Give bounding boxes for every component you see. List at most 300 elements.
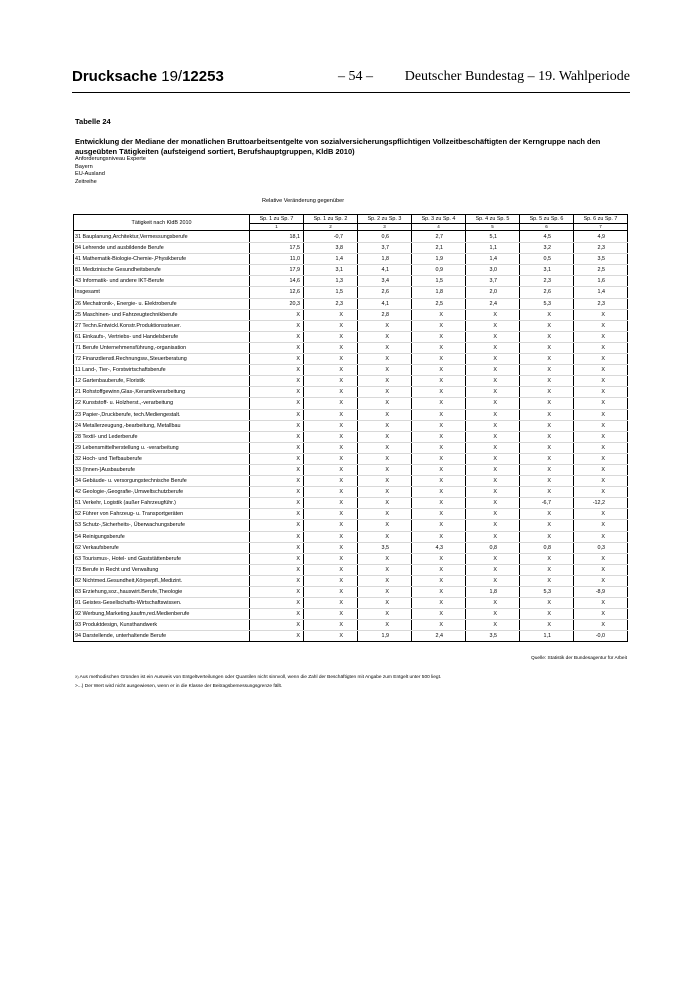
cell-value: X: [304, 431, 358, 442]
cell-value: X: [574, 464, 628, 475]
cell-value: -6,7: [520, 498, 574, 509]
cell-value: X: [250, 520, 304, 531]
cell-value: X: [520, 431, 574, 442]
row-label: 53 Schutz-,Sicherheits-, Überwachungsberufe: [74, 520, 250, 531]
row-label: 41 Mathematik-Biologie-Chemie-,Physikberufe: [74, 254, 250, 265]
table-row: [74, 309, 628, 320]
cell-value: 2,3: [304, 298, 358, 309]
cell-value: 1,1: [466, 243, 520, 254]
cell-value: 3,8: [304, 243, 358, 254]
row-label: 32 Hoch- und Tiefbauberufe: [74, 453, 250, 464]
meta-line: Bayern: [75, 163, 93, 170]
table-meta: [75, 156, 146, 186]
cell-value: X: [250, 553, 304, 564]
cell-value: X: [304, 331, 358, 342]
cell-value: X: [412, 598, 466, 609]
cell-value: X: [412, 431, 466, 442]
cell-value: 2,4: [412, 631, 466, 642]
cell-value: X: [466, 342, 520, 353]
cell-value: 4,5: [520, 231, 574, 243]
cell-value: X: [574, 531, 628, 542]
table-row: [74, 376, 628, 387]
cell-value: X: [250, 542, 304, 553]
table-row: [74, 431, 628, 442]
table-row: [74, 587, 628, 598]
cell-value: 1,4: [574, 287, 628, 298]
cell-value: X: [520, 398, 574, 409]
cell-value: X: [466, 509, 520, 520]
cell-value: X: [304, 609, 358, 620]
cell-value: 1,8: [466, 587, 520, 598]
cell-value: 3,0: [466, 265, 520, 276]
cell-value: X: [358, 442, 412, 453]
cell-value: X: [412, 442, 466, 453]
cell-value: X: [304, 575, 358, 586]
cell-value: 1,4: [304, 254, 358, 265]
data-table: [73, 214, 628, 642]
cell-value: X: [358, 609, 412, 620]
cell-value: X: [520, 575, 574, 586]
cell-value: X: [412, 420, 466, 431]
cell-value: X: [412, 575, 466, 586]
cell-value: X: [358, 587, 412, 598]
cell-value: X: [520, 409, 574, 420]
table-row: [74, 365, 628, 376]
cell-value: X: [466, 476, 520, 487]
cell-value: X: [574, 609, 628, 620]
cell-value: X: [250, 365, 304, 376]
cell-value: X: [574, 553, 628, 564]
cell-value: X: [574, 598, 628, 609]
cell-value: X: [358, 376, 412, 387]
column-header: Sp. 1 zu Sp. 7: [250, 215, 304, 224]
cell-value: 2,0: [466, 287, 520, 298]
row-label: 71 Berufe Unternehmensführung,-organisation: [74, 342, 250, 353]
cell-value: X: [358, 320, 412, 331]
cell-value: X: [520, 320, 574, 331]
cell-value: X: [574, 620, 628, 631]
cell-value: 0,9: [412, 265, 466, 276]
cell-value: X: [358, 487, 412, 498]
cell-value: 17,5: [250, 243, 304, 254]
cell-value: 1,4: [466, 254, 520, 265]
cell-value: X: [466, 431, 520, 442]
cell-value: X: [250, 587, 304, 598]
cell-value: 2,3: [574, 298, 628, 309]
table-row: [74, 542, 628, 553]
cell-value: 2,5: [574, 265, 628, 276]
cell-value: X: [412, 342, 466, 353]
meta-line: EU-Ausland: [75, 171, 105, 178]
table-row: [74, 531, 628, 542]
table-row: [74, 254, 628, 265]
cell-value: X: [250, 609, 304, 620]
cell-value: 3,7: [466, 276, 520, 287]
cell-value: X: [412, 520, 466, 531]
table-row: [74, 409, 628, 420]
cell-value: 0,5: [520, 254, 574, 265]
cell-value: X: [304, 376, 358, 387]
cell-value: X: [466, 487, 520, 498]
cell-value: 3,1: [304, 265, 358, 276]
cell-value: 3,1: [520, 265, 574, 276]
cell-value: X: [304, 564, 358, 575]
cell-value: X: [358, 498, 412, 509]
cell-value: X: [358, 331, 412, 342]
cell-value: 1,6: [574, 276, 628, 287]
table-body: [74, 231, 628, 642]
cell-value: X: [574, 342, 628, 353]
cell-value: 20,3: [250, 298, 304, 309]
cell-value: X: [250, 620, 304, 631]
row-label: 73 Berufe in Recht und Verwaltung: [74, 564, 250, 575]
cell-value: X: [466, 420, 520, 431]
cell-value: X: [412, 309, 466, 320]
row-label: 27 Techn.Entwickl.Konstr.Produktionssteuer.: [74, 320, 250, 331]
cell-value: X: [466, 442, 520, 453]
row-label: 26 Mechatronik-, Energie- u. Elektroberufe: [74, 298, 250, 309]
cell-value: 5,1: [466, 231, 520, 243]
cell-value: X: [304, 442, 358, 453]
row-label: 91 Geistes-Gesellschafts-Wirtschaftswissen.: [74, 598, 250, 609]
cell-value: X: [304, 409, 358, 420]
cell-value: X: [250, 320, 304, 331]
cell-value: X: [250, 509, 304, 520]
cell-value: X: [520, 476, 574, 487]
cell-value: X: [304, 398, 358, 409]
cell-value: X: [358, 342, 412, 353]
cell-value: 3,5: [358, 542, 412, 553]
cell-value: X: [304, 420, 358, 431]
cell-value: X: [574, 398, 628, 409]
row-label: 83 Erziehung,soz.,hauswirt.Berufe,Theologie: [74, 587, 250, 598]
cell-value: X: [358, 409, 412, 420]
table-row: [74, 298, 628, 309]
row-label: 21 Rohstoffgewinn,Glas-,Keramikverarbeitung: [74, 387, 250, 398]
cell-value: 3,4: [358, 276, 412, 287]
footnote-text: Aus methodischen Gründen ist ein Ausweis von Entgeltverteilungen oder Quantilen nicht sinnvoll, wenn die Zahl der Beschäftigten mit Angabe zum Entgelt unter 500 liegt.: [79, 675, 442, 680]
cell-value: X: [358, 464, 412, 475]
cell-value: X: [412, 487, 466, 498]
cell-value: X: [466, 531, 520, 542]
cell-value: 2,6: [520, 287, 574, 298]
cell-value: X: [520, 354, 574, 365]
column-number: 4: [412, 224, 466, 231]
cell-value: 0,8: [466, 542, 520, 553]
cell-value: X: [304, 476, 358, 487]
cell-value: X: [250, 531, 304, 542]
table-row: [74, 553, 628, 564]
footnote-2: >...) Der Wert wird nicht ausgewiesen, wenn er in die Klasse der Beitragsbemessungsgrenze fällt.: [75, 684, 283, 689]
row-label: 81 Medizinische Gesundheitsberufe: [74, 265, 250, 276]
cell-value: X: [250, 398, 304, 409]
table-row: [74, 631, 628, 642]
cell-value: X: [466, 409, 520, 420]
cell-value: X: [574, 365, 628, 376]
cell-value: X: [466, 453, 520, 464]
table-row: [74, 564, 628, 575]
cell-value: X: [520, 342, 574, 353]
cell-value: X: [358, 520, 412, 531]
cell-value: X: [250, 464, 304, 475]
cell-value: X: [250, 420, 304, 431]
cell-value: X: [520, 453, 574, 464]
cell-value: X: [304, 387, 358, 398]
row-label: 31 Bauplanung,Architektur,Vermessungsberufe: [74, 231, 250, 243]
cell-value: 3,2: [520, 243, 574, 254]
cell-value: X: [412, 564, 466, 575]
cell-value: X: [250, 598, 304, 609]
table-row: [74, 498, 628, 509]
header-right-text: Deutscher Bundestag – 19. Wahlperiode: [404, 69, 630, 84]
row-label: 54 Reinigungsberufe: [74, 531, 250, 542]
cell-value: X: [466, 309, 520, 320]
cell-value: X: [304, 320, 358, 331]
footnote-1: [75, 675, 441, 680]
table-row: [74, 509, 628, 520]
table-row: [74, 276, 628, 287]
row-label: 34 Gebäude- u. versorgungstechnische Berufe: [74, 476, 250, 487]
cell-value: 17,9: [250, 265, 304, 276]
cell-value: X: [412, 398, 466, 409]
cell-value: -8,9: [574, 587, 628, 598]
cell-value: X: [358, 531, 412, 542]
cell-value: 18,1: [250, 231, 304, 243]
row-label: 51 Verkehr, Logistik (außer Fahrzeugführ.): [74, 498, 250, 509]
cell-value: X: [250, 387, 304, 398]
cell-value: X: [574, 387, 628, 398]
row-label: 92 Werbung,Marketing,kaufm,red.Medienberufe: [74, 609, 250, 620]
cell-value: X: [250, 342, 304, 353]
cell-value: X: [466, 564, 520, 575]
cell-value: X: [358, 598, 412, 609]
cell-value: 1,1: [520, 631, 574, 642]
row-label: 93 Produktdesign, Kunsthandwerk: [74, 620, 250, 631]
header-row: [74, 215, 628, 224]
cell-value: 3,5: [466, 631, 520, 642]
cell-value: X: [304, 509, 358, 520]
cell-value: 1,8: [358, 254, 412, 265]
cell-value: 2,3: [574, 243, 628, 254]
page-header: [72, 68, 630, 93]
relative-change-label: Relative Veränderung gegenüber: [262, 198, 345, 204]
table-row: [74, 598, 628, 609]
table-row: [74, 476, 628, 487]
cell-value: 12,6: [250, 287, 304, 298]
cell-value: X: [574, 520, 628, 531]
cell-value: 4,9: [574, 231, 628, 243]
cell-value: X: [466, 498, 520, 509]
cell-value: X: [574, 575, 628, 586]
table-row: [74, 320, 628, 331]
row-label: 28 Textil- und Lederberufe: [74, 431, 250, 442]
cell-value: X: [358, 476, 412, 487]
cell-value: X: [304, 498, 358, 509]
cell-value: X: [412, 453, 466, 464]
table-row: [74, 287, 628, 298]
row-label: 52 Führer von Fahrzeug- u. Transportgeräten: [74, 509, 250, 520]
column-number: 1: [250, 224, 304, 231]
cell-value: X: [250, 442, 304, 453]
cell-value: X: [250, 331, 304, 342]
cell-value: X: [250, 564, 304, 575]
cell-value: X: [574, 509, 628, 520]
cell-value: X: [520, 420, 574, 431]
column-number: 7: [574, 224, 628, 231]
cell-value: X: [520, 531, 574, 542]
cell-value: X: [304, 542, 358, 553]
cell-value: X: [250, 309, 304, 320]
cell-value: X: [304, 598, 358, 609]
cell-value: X: [466, 331, 520, 342]
cell-value: 4,1: [358, 298, 412, 309]
cell-value: X: [358, 398, 412, 409]
table-row: [74, 420, 628, 431]
column-number: 2: [304, 224, 358, 231]
row-label: 23 Papier-,Druckberufe, tech.Mediengestalt.: [74, 409, 250, 420]
cell-value: X: [358, 620, 412, 631]
row-label: 63 Tourismus-, Hotel- und Gaststättenberufe: [74, 553, 250, 564]
cell-value: X: [358, 564, 412, 575]
footnote-mark: X): [75, 675, 79, 679]
cell-value: X: [358, 354, 412, 365]
cell-value: X: [250, 409, 304, 420]
cell-value: 1,5: [412, 276, 466, 287]
cell-value: X: [250, 354, 304, 365]
cell-value: X: [466, 553, 520, 564]
cell-value: X: [574, 442, 628, 453]
cell-value: X: [250, 575, 304, 586]
row-label: 62 Verkaufsberufe: [74, 542, 250, 553]
cell-value: X: [250, 431, 304, 442]
cell-value: X: [520, 376, 574, 387]
table-row: [74, 231, 628, 243]
cell-value: X: [304, 520, 358, 531]
cell-value: X: [466, 320, 520, 331]
cell-value: X: [304, 553, 358, 564]
cell-value: 2,7: [412, 231, 466, 243]
table-row: [74, 331, 628, 342]
meta-line: Anforderungsniveau Experte: [75, 156, 146, 162]
row-label: 12 Gartenbauberufe, Floristik: [74, 376, 250, 387]
cell-value: X: [574, 431, 628, 442]
column-header: Sp. 4 zu Sp. 5: [466, 215, 520, 224]
cell-value: X: [520, 520, 574, 531]
cell-value: X: [574, 320, 628, 331]
column-number: 5: [466, 224, 520, 231]
table-row: [74, 398, 628, 409]
row-label: 94 Darstellende, unterhaltende Berufe: [74, 631, 250, 642]
cell-value: X: [412, 609, 466, 620]
cell-value: X: [574, 420, 628, 431]
cell-value: X: [412, 409, 466, 420]
cell-value: X: [304, 365, 358, 376]
cell-value: -0,7: [304, 231, 358, 243]
cell-value: X: [412, 509, 466, 520]
cell-value: X: [412, 620, 466, 631]
column-header: Sp. 5 zu Sp. 6: [520, 215, 574, 224]
cell-value: X: [358, 420, 412, 431]
cell-value: X: [304, 309, 358, 320]
column-number: 6: [520, 224, 574, 231]
column-header: Sp. 3 zu Sp. 4: [412, 215, 466, 224]
cell-value: X: [304, 631, 358, 642]
cell-value: X: [520, 598, 574, 609]
cell-value: X: [574, 354, 628, 365]
table-row: [74, 620, 628, 631]
table-row: [74, 342, 628, 353]
cell-value: X: [466, 609, 520, 620]
cell-value: X: [250, 487, 304, 498]
table-row: [74, 442, 628, 453]
cell-value: X: [304, 464, 358, 475]
table-label: Tabelle 24: [75, 117, 111, 126]
cell-value: X: [520, 509, 574, 520]
cell-value: 11,0: [250, 254, 304, 265]
page-number: – 54 –: [338, 69, 373, 84]
cell-value: X: [304, 342, 358, 353]
cell-value: 0,6: [358, 231, 412, 243]
meta-line: Zeitreihe: [75, 178, 97, 185]
document-number: [72, 68, 224, 85]
cell-value: 5,3: [520, 298, 574, 309]
cell-value: X: [520, 331, 574, 342]
cell-value: X: [412, 354, 466, 365]
cell-value: 2,5: [412, 298, 466, 309]
table-row: [74, 387, 628, 398]
table-row: [74, 243, 628, 254]
cell-value: 2,1: [412, 243, 466, 254]
cell-value: X: [520, 487, 574, 498]
cell-value: 5,3: [520, 587, 574, 598]
row-label: 22 Kunststoff- u. Holzherst.,-verarbeitung: [74, 398, 250, 409]
cell-value: X: [304, 354, 358, 365]
cell-value: X: [358, 365, 412, 376]
cell-value: X: [304, 531, 358, 542]
table-row: [74, 354, 628, 365]
row-label: 82 Nichtmed.Gesundheit,Körperpfl.,Medizint.: [74, 575, 250, 586]
cell-value: X: [304, 587, 358, 598]
cell-value: X: [520, 365, 574, 376]
cell-value: X: [250, 498, 304, 509]
cell-value: X: [412, 376, 466, 387]
cell-value: 0,3: [574, 542, 628, 553]
cell-value: X: [250, 453, 304, 464]
doc-label: Drucksache: [72, 68, 158, 85]
row-label: 43 Informatik- und andere IKT-Berufe: [74, 276, 250, 287]
cell-value: X: [520, 387, 574, 398]
cell-value: X: [520, 442, 574, 453]
table-row: [74, 520, 628, 531]
cell-value: X: [574, 564, 628, 575]
cell-value: X: [466, 376, 520, 387]
cell-value: X: [412, 498, 466, 509]
doc-separator: /: [177, 68, 183, 85]
cell-value: 4,1: [358, 265, 412, 276]
row-label: 33 (Innen-)Ausbauberufe: [74, 464, 250, 475]
cell-value: X: [466, 365, 520, 376]
table-row: [74, 265, 628, 276]
column-header: Sp. 6 zu Sp. 7: [574, 215, 628, 224]
cell-value: X: [466, 387, 520, 398]
table-row: [74, 453, 628, 464]
cell-value: X: [304, 453, 358, 464]
table-row: [74, 609, 628, 620]
cell-value: X: [520, 564, 574, 575]
cell-value: -0,0: [574, 631, 628, 642]
cell-value: X: [304, 487, 358, 498]
cell-value: X: [412, 387, 466, 398]
